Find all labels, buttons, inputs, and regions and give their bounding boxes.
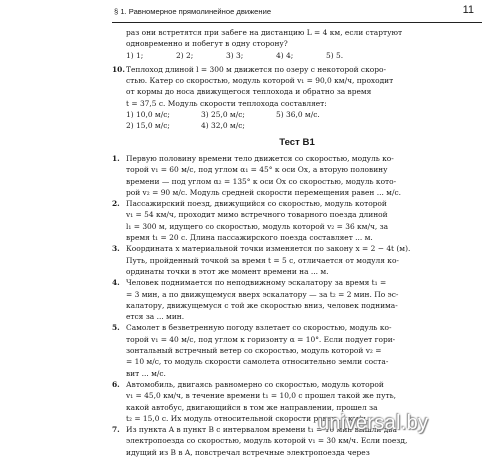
problem-2 — [112, 198, 482, 243]
text-line: электропоезда со скоростью, модуль которой v₁ = 30 км/ч. Если поезд, — [126, 436, 408, 446]
answer-option — [276, 120, 376, 131]
text-line: Теплоход длиной l = 300 м движется по озеру с некоторой скоро- — [126, 64, 386, 74]
text-line: t = 37,5 с. Модуль скорости теплохода составляет: — [126, 98, 327, 108]
answer-options — [112, 109, 482, 132]
text-line: одновременно и побегут в одну сторону? — [126, 39, 288, 49]
text-line: Координата x материальной точки изменяется по закону x = 2 − 4t (м). — [126, 244, 411, 254]
text-line: вит ... м/с. — [126, 368, 166, 378]
text-line: = 10 м/с, то модуль скорости самолета относительно земли соста- — [126, 357, 389, 367]
problem-number: 10. — [112, 64, 125, 74]
watermark-logo: universal.by — [318, 412, 429, 434]
answer-option: 3) 25,0 м/с; — [201, 110, 245, 120]
answer-option: 4) 32,0 м/с; — [201, 121, 245, 131]
problem-number: 6. — [112, 379, 120, 389]
text-line: от кормы до носа движущегося теплохода и обратно за время — [126, 87, 372, 97]
problem-number: 4. — [112, 278, 120, 288]
text-line: Автомобиль, двигаясь равномерно со скоростью, модуль которой — [126, 379, 384, 389]
text-line: время t₁ = 20 с. Длина пассажирского поезда составляет ... м. — [126, 233, 373, 243]
text-line: Пассажирский поезд, движущийся со скоростью, модуль которой — [126, 199, 387, 209]
answer-option: 3) 3; — [226, 50, 244, 60]
test-title: Тест В1 — [279, 136, 315, 148]
text-line: торой v₁ = 40 м/с, под углом к горизонту α = 10°. Если подует гори- — [126, 334, 396, 344]
section-title: § 1. Равномерное прямолинейное движение — [114, 7, 272, 16]
answer-option: 1) 1; — [126, 50, 144, 60]
problem-10 — [112, 64, 482, 109]
text-line: рой v₂ = 90 м/с. Модуль средней скорости перемещения равен ... м/с. — [126, 187, 401, 197]
answer-options — [112, 50, 482, 61]
text-line: Человек поднимается по неподвижному эскалатору за время t₁ = — [126, 278, 387, 288]
answer-option: 5) 36,0 м/с. — [276, 110, 320, 120]
problem-number: 7. — [112, 425, 120, 435]
answer-option: 1) 10,0 м/с; — [126, 110, 170, 120]
page-number: 11 — [462, 4, 474, 16]
text-line: v₁ = 45,0 км/ч, в течение времени t₁ = 10,0 с прошел такой же путь, — [126, 391, 396, 401]
text-line: Из пункта A в пункт B с интервалом времени t₁ = 10 мин вышли два — [126, 425, 397, 435]
text-line: ется за ... мин. — [126, 312, 185, 322]
answer-option: 5) 5. — [326, 50, 344, 60]
text-line: стью. Катер со скоростью, модуль которой v₁ = 90,0 км/ч, проходит — [126, 76, 394, 86]
text-line: = 3 мин, а по движущемуся вверх эскалатору — за t₂ = 2 мин. По эс- — [126, 289, 399, 299]
problem-9-continued — [112, 27, 482, 61]
text-line: v₁ = 54 км/ч, проходит мимо встречного товарного поезда длиной — [126, 210, 388, 220]
page-body — [112, 27, 482, 458]
text-line: торой v₁ = 60 м/с, под углом α₁ = 45° к оси Ox, а вторую половину — [126, 165, 388, 175]
answer-option: 2) 15,0 м/с; — [126, 121, 170, 131]
problem-number: 1. — [112, 153, 120, 163]
answer-option: 4) 4; — [276, 50, 294, 60]
text-line: t₂ = 15,0 с. Их модуль относительной скорости равен ... км/ч. — [126, 413, 369, 423]
problem-1 — [112, 153, 482, 198]
text-line: калатору, движущемуся с той же скоростью вниз, человек поднима- — [126, 300, 398, 310]
text-line: раз они встретятся при забеге на дистанцию L = 4 км, если стартуют — [126, 28, 403, 37]
text-line: Самолет в безветренную погоду взлетает со скоростью, модуль ко- — [126, 323, 392, 333]
text-line: Первую половину времени тело движется со скоростью, модуль ко- — [126, 153, 394, 163]
text-line: ординаты точки в этот же момент времени на ... м. — [126, 266, 329, 276]
problem-4 — [112, 277, 482, 322]
text-line: Путь, пройденный точкой за время t = 5 с, отличается от модуля ко- — [126, 255, 399, 265]
text-line: зонтальный встречный ветер со скоростью, модуль которой v₂ = — [126, 346, 382, 356]
text-line: времени — под углом α₂ = 135° к оси Ox со скоростью, модуль кото- — [126, 176, 397, 186]
problem-3 — [112, 243, 482, 277]
text-line: какой автобус, двигающийся в том же направлении, прошел за — [126, 402, 378, 412]
answer-option: 2) 2; — [176, 50, 194, 60]
text-line: l₁ = 300 м, идущего со скоростью, модуль которой v₂ = 36 км/ч, за — [126, 221, 389, 231]
problem-number: 3. — [112, 244, 120, 254]
problem-5 — [112, 322, 482, 378]
problem-number: 5. — [112, 323, 120, 333]
page-header — [112, 4, 482, 23]
problem-number: 2. — [112, 199, 120, 209]
text-line: идущий из B в A, повстречал встречные электропоезда через — [126, 447, 370, 457]
